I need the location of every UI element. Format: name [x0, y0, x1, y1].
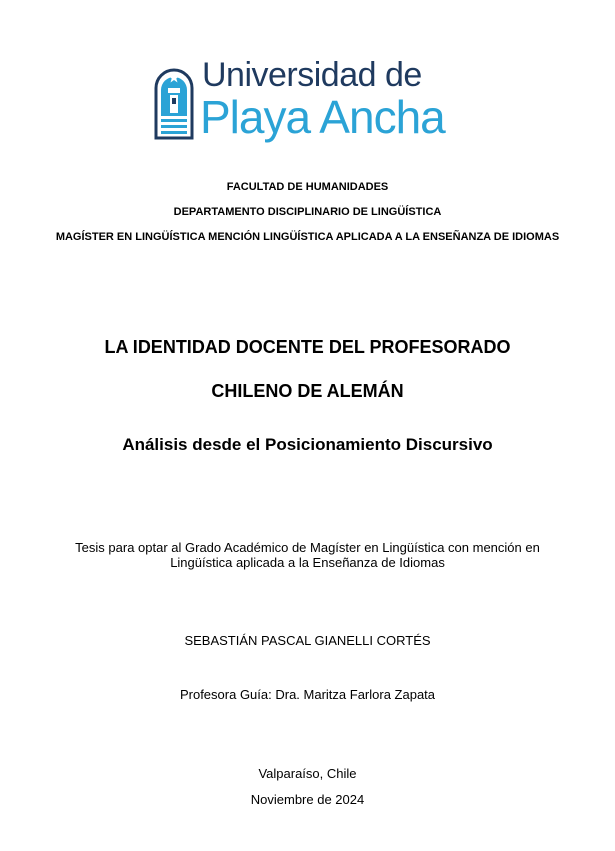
university-logo	[152, 56, 462, 143]
author-name: SEBASTIÁN PASCAL GIANELLI CORTÉS	[184, 633, 431, 648]
program-name: MAGÍSTER EN LINGÜÍSTICA MENCIÓN LINGÜÍSTICA APLICADA A LA ENSEÑANZA DE IDIOMAS	[55, 231, 560, 243]
thesis-title-line2: CHILENO DE ALEMÁN	[211, 381, 404, 401]
thesis-statement: Tesis para optar al Grado Académico de Magíster en Lingüística con mención en Lingüística aplicada a la Enseñanza de Idiomas	[75, 540, 540, 570]
logo-text-universidad: Universidad de	[202, 56, 422, 94]
thesis-subtitle: Análisis desde el Posicionamiento Discursivo	[122, 435, 493, 454]
location: Valparaíso, Chile	[258, 766, 357, 781]
thesis-title-line1: LA IDENTIDAD DOCENTE DEL PROFESORADO	[104, 337, 511, 357]
advisor-name: Profesora Guía: Dra. Maritza Farlora Zapata	[179, 687, 436, 702]
faculty-name: FACULTAD DE HUMANIDADES	[226, 181, 389, 193]
department-name: DEPARTAMENTO DISCIPLINARIO DE LINGÜÍSTICA	[173, 206, 442, 218]
logo-text-playa-ancha: Playa Ancha	[200, 91, 445, 143]
lighthouse-emblem-icon	[152, 64, 196, 140]
date: Noviembre de 2024	[250, 792, 365, 807]
